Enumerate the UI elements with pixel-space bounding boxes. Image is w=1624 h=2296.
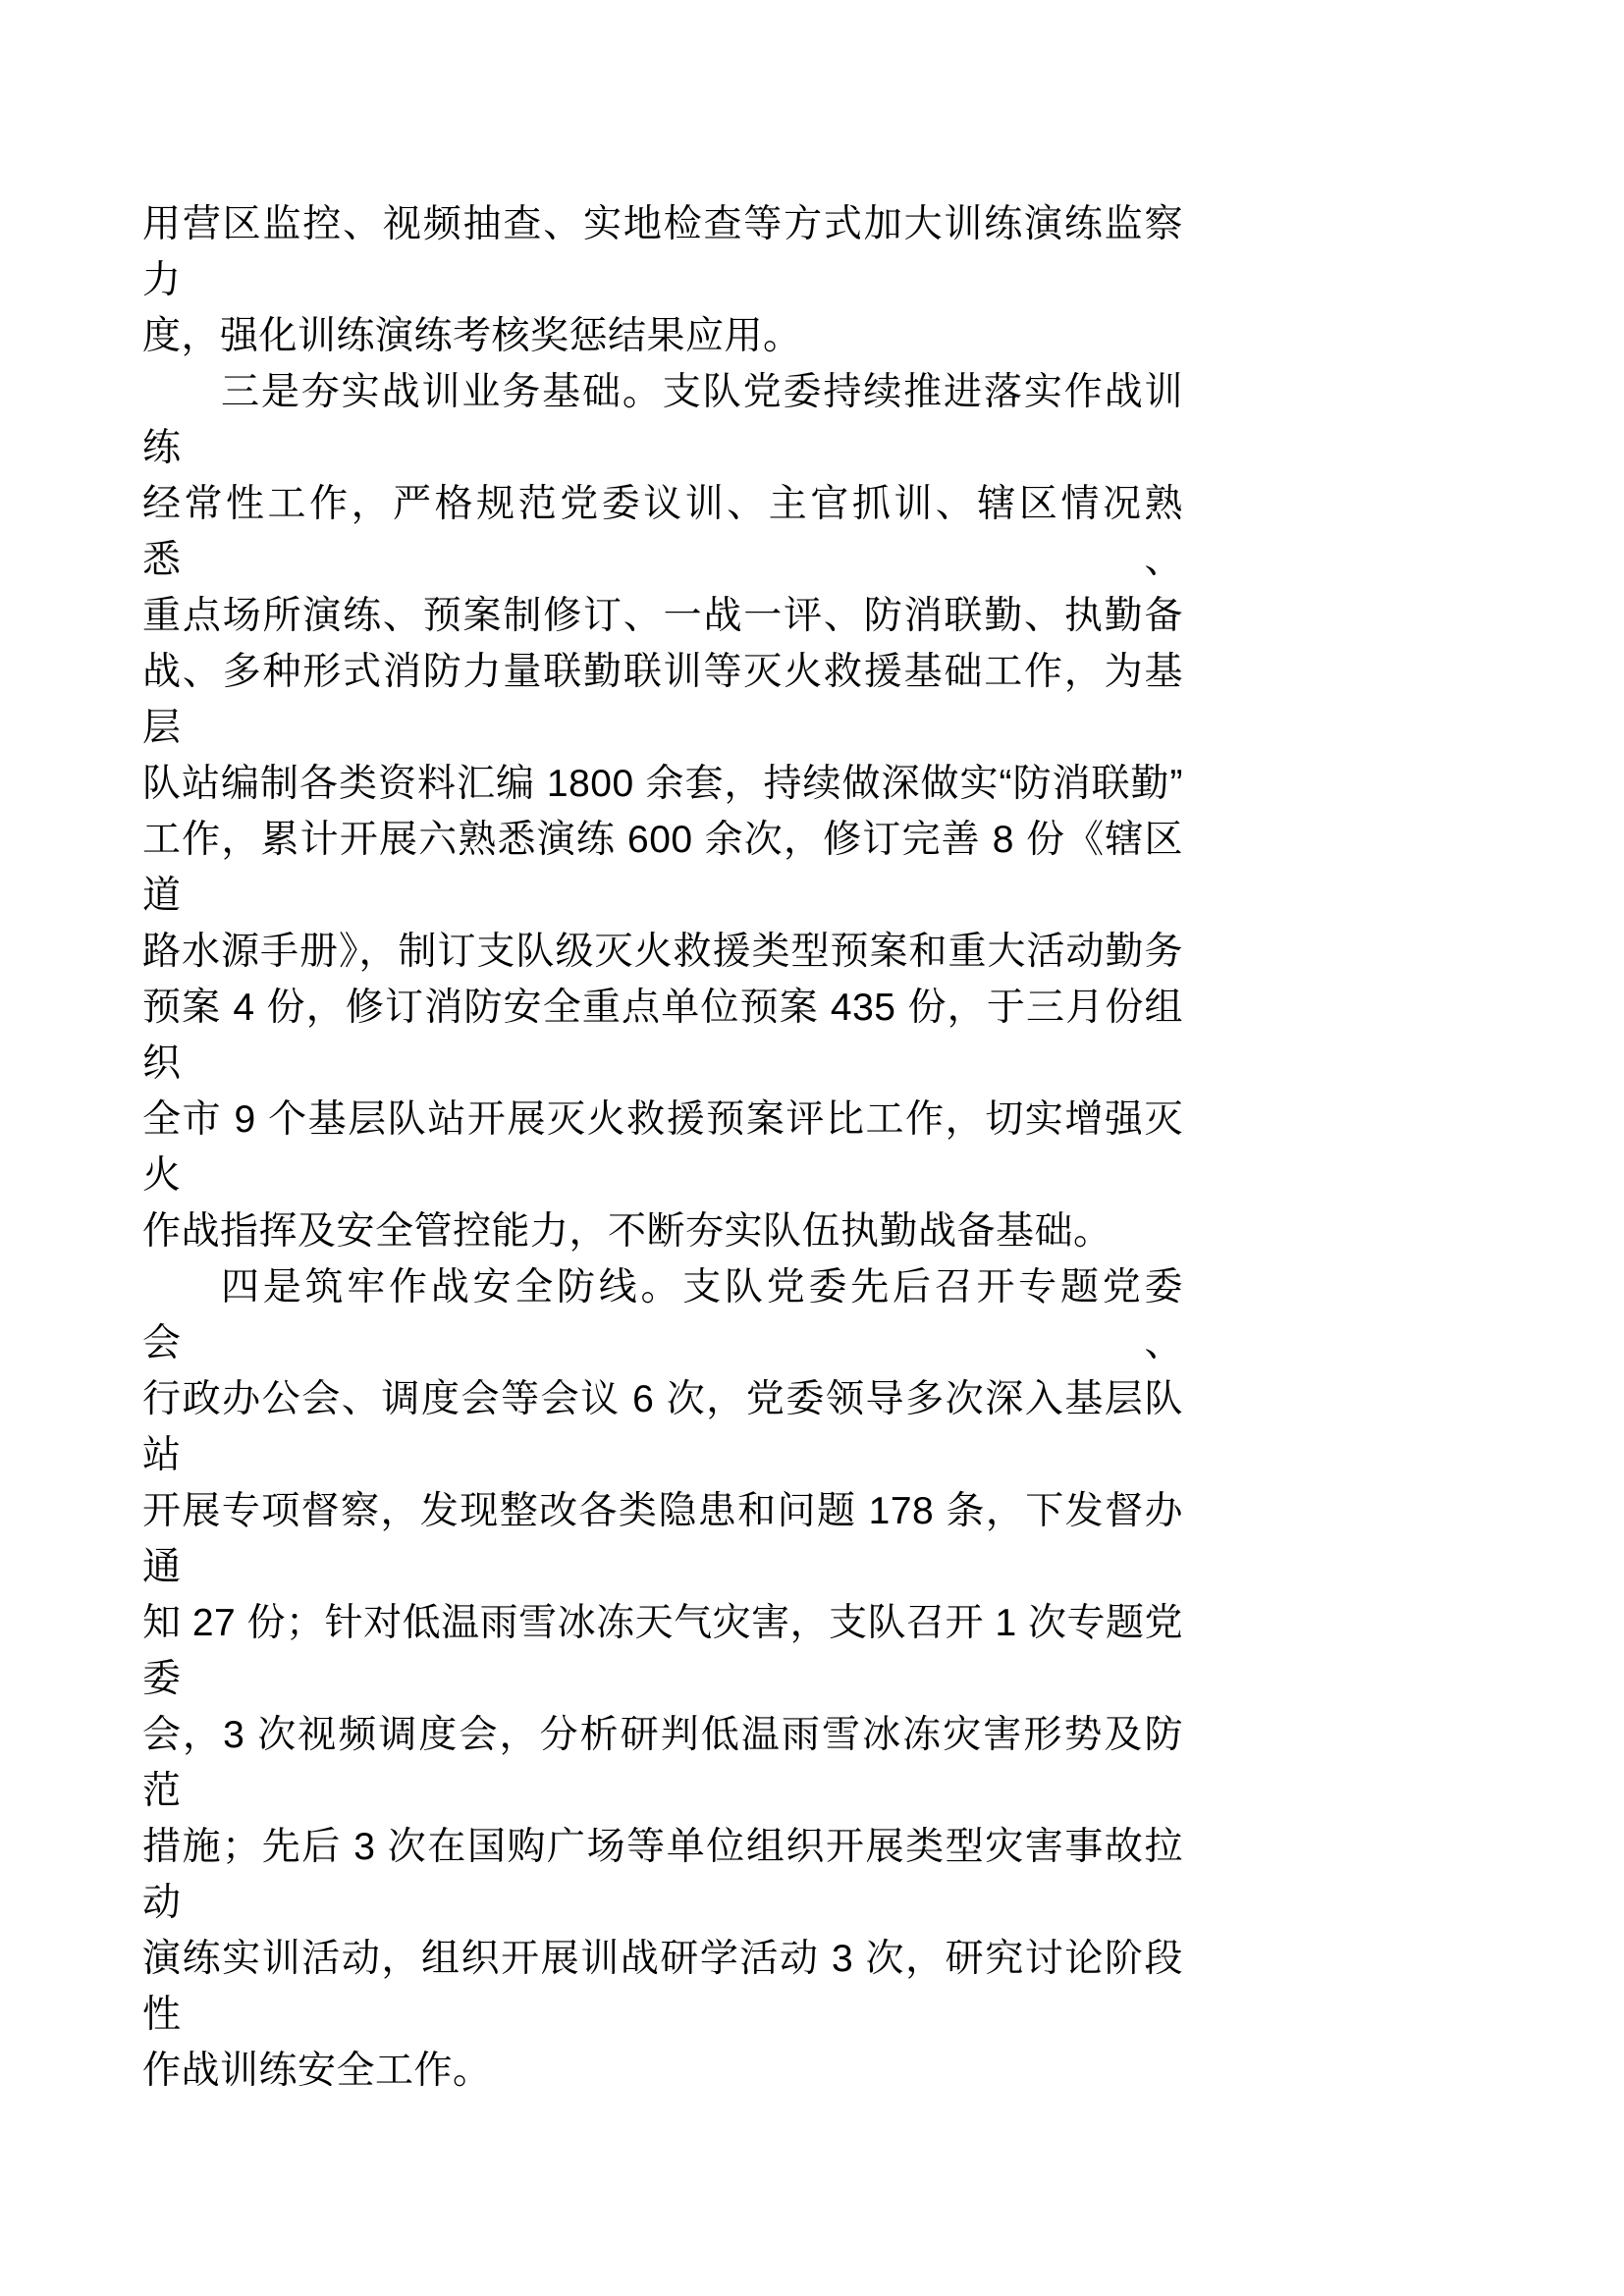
text-line: 会，3 次视频调度会，分析研判低温雨雪冰冻灾害形势及防范 (142, 1714, 1183, 1812)
text-line: 度，强化训练演练考核奖惩结果应用。 (142, 315, 802, 357)
text-block (142, 196, 1183, 2099)
text-line: 战、多种形式消防力量联勤联训等灭火救援基础工作，为基层 (142, 651, 1183, 749)
text-line: 经常性工作，严格规范党委议训、主官抓训、辖区情况熟悉、 (142, 483, 1183, 581)
text-line: 行政办公会、调度会等会议 6 次，党委领导多次深入基层队站 (142, 1378, 1183, 1476)
text-line: 用营区监控、视频抽查、实地检查等方式加大训练演练监察力 (142, 203, 1183, 301)
text-line: 四是筑牢作战安全防线。支队党委先后召开专题党委会、 (142, 1266, 1183, 1364)
text-line: 预案 4 份，修订消防安全重点单位预案 435 份，于三月份组织 (142, 987, 1183, 1085)
text-line: 三是夯实战训业务基础。支队党委持续推进落实作战训练 (142, 371, 1183, 469)
text-line: 演练实训活动，组织开展训战研学活动 3 次，研究讨论阶段性 (142, 1938, 1183, 2036)
text-line: 知 27 份；针对低温雨雪冰冻天气灾害，支队召开 1 次专题党委 (142, 1602, 1183, 1700)
text-line: 重点场所演练、预案制修订、一战一评、防消联勤、执勤备 (142, 595, 1183, 637)
text-line: 路水源手册》，制订支队级灭火救援类型预案和重大活动勤务 (142, 931, 1183, 973)
text-line: 作战训练安全工作。 (142, 2050, 492, 2092)
text-line: 全市 9 个基层队站开展灭火救援预案评比工作，切实增强灭火 (142, 1098, 1183, 1197)
text-line: 队站编制各类资料汇编 1800 余套，持续做深做实“防消联勤” (142, 763, 1183, 805)
text-line: 开展专项督察，发现整改各类隐患和问题 178 条，下发督办通 (142, 1490, 1183, 1588)
text-line: 作战指挥及安全管控能力，不断夯实队伍执勤战备基础。 (142, 1210, 1112, 1253)
text-line: 措施；先后 3 次在国购广场等单位组织开展类型灾害事故拉动 (142, 1826, 1183, 1924)
text-line: 工作，累计开展六熟悉演练 600 余次，修订完善 8 份《辖区道 (142, 819, 1183, 917)
